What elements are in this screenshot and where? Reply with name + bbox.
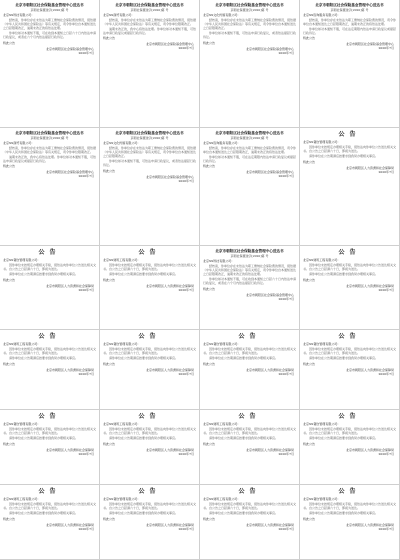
notice-closing: 特此公告 <box>303 516 316 521</box>
notice-reference-number: 京朝社保稽送字[2020]第 号 <box>230 253 269 258</box>
notice-date: 2020年7月 <box>278 451 294 456</box>
notice-block <box>200 0 300 128</box>
notice-recipient: 北京XX建筑工程有限公司： <box>303 258 341 262</box>
notice-paragraph: 请你单位在公告期满后按要求到我局办理相关事宜。 <box>9 436 79 441</box>
notice-paragraph: 因你单位未按规定办理相关手续，现依法向你单位公告送达相关文书。自公告之日起满六十日，即视为送达。 <box>303 145 397 154</box>
notice-body <box>203 502 296 516</box>
notice-paragraph: 经核查，你单位存在未依法为职工缴纳社会保险费的情况，现依据《中华人民共和国社会保险法》等有关规定，责令你单位自本通知送达之日起限期改正。 <box>203 17 297 30</box>
notice-body <box>203 18 296 40</box>
notice-signature: 北京市朝阳区人力资源和社会保障局 <box>145 522 194 527</box>
notice-title: 公告 <box>38 249 61 256</box>
notice-block <box>100 246 200 330</box>
notice-recipient: 北京XX餐饮管理有限公司： <box>3 258 41 262</box>
notice-recipient: 北京XX餐饮管理有限公司： <box>303 140 341 144</box>
notice-date: 2020年7月 <box>278 526 294 531</box>
notice-paragraph: 请你单位在公告期满后按要求到我局办理相关事宜。 <box>109 436 179 441</box>
notice-paragraph: 因你单位未按规定办理相关手续，现依法向你单位公告送达相关文书。自公告之日起满六十日，即视为送达。 <box>103 502 197 511</box>
notice-body <box>3 263 96 277</box>
notice-signature: 北京市朝阳区社会保险基金管理中心 <box>145 42 194 47</box>
notice-block <box>200 246 300 330</box>
notice-closing: 特此公告 <box>3 40 16 45</box>
notice-signature: 北京市朝阳区人力资源和社会保障局 <box>145 367 194 372</box>
notice-signature: 北京市朝阳区人力资源和社会保障局 <box>245 522 294 527</box>
notice-closing: 特此公告 <box>103 36 116 41</box>
notice-paragraph: 你单位如对本通知不服，可依法申请行政复议，或者依法提起行政诉讼。 <box>103 159 197 168</box>
notice-block <box>200 330 300 410</box>
notice-title: 公告 <box>338 488 361 495</box>
notice-closing: 特此公告 <box>303 361 316 366</box>
notice-reference-number: 京朝社保稽送字[2020]第 号 <box>230 135 269 140</box>
notice-paragraph: 请你单位在公告期满后按要求到我局办理相关事宜。 <box>9 272 79 277</box>
notice-closing: 特此公告 <box>303 441 316 446</box>
notice-date: 2020年7月 <box>278 371 294 376</box>
notice-body <box>303 502 396 516</box>
notice-recipient: 北京XX建筑工程有限公司： <box>3 342 41 346</box>
notice-paragraph: 经核查，你单位存在未依法为职工缴纳社会保险费的情况，责令你单位自本通知送达之日起限期改正，逾期未改正的将依法处理。 <box>203 145 297 154</box>
notice-body <box>3 146 96 164</box>
notice-paragraph: 因你单位未按规定办理相关手续，现依法向你单位公告送达相关文书。自公告之日起满六十日，即视为送达。 <box>203 427 297 436</box>
notice-body <box>203 264 296 286</box>
notice-body <box>303 145 396 159</box>
notice-title: 公告 <box>338 413 361 420</box>
notice-paragraph: 请你单位在公告期满后按要求到我局办理相关事宜。 <box>309 436 379 441</box>
notice-paragraph: 请你单位在公告期满后按要求到我局办理相关事宜。 <box>109 272 179 277</box>
notice-title: 公告 <box>238 333 261 340</box>
notice-recipient: 北京XX建筑工程有限公司： <box>103 422 141 426</box>
notice-paragraph: 请你单位在公告期满后按要求到我局办理相关事宜。 <box>9 356 79 361</box>
notice-body <box>3 347 96 361</box>
notice-paragraph: 请你单位在公告期满后按要求到我局办理相关事宜。 <box>109 356 179 361</box>
notice-paragraph: 请你单位在公告期满后按要求到我局办理相关事宜。 <box>9 511 79 516</box>
notice-date: 2020年7月 <box>278 296 294 301</box>
notice-body <box>203 427 296 441</box>
notice-body <box>3 502 96 516</box>
notice-block <box>200 128 300 246</box>
notice-title: 公告 <box>38 413 61 420</box>
notice-closing: 特此公告 <box>3 441 16 446</box>
notice-signature: 北京市朝阳区人力资源和社会保障局 <box>345 165 394 170</box>
notice-paragraph: 逾期未改正的，我中心将依法处理。你单位如对本通知不服，可依法申请行政复议或提起行政诉讼。 <box>3 155 97 164</box>
notice-date: 2020年7月 <box>78 451 94 456</box>
notice-block <box>200 485 300 560</box>
notice-paragraph: 因你单位未按规定办理相关手续，现依法向你单位公告送达相关文书。自公告之日起满六十日，即视为送达。 <box>3 502 97 511</box>
notice-recipient: 北京XX商贸有限公司： <box>103 12 135 17</box>
notice-closing: 特此公告 <box>203 441 216 446</box>
notice-paragraph: 你单位如对本通知不服，可在法定期限内依法申请行政复议或提起行政诉讼。 <box>303 27 397 36</box>
notice-title: 北京市朝阳区社会保险基金管理中心送达书 <box>315 3 384 7</box>
notice-paragraph: 请你单位在公告期满后按要求到我局办理相关事宜。 <box>209 356 279 361</box>
notice-date: 2020年7月 <box>78 50 94 55</box>
notice-signature: 北京市朝阳区人力资源和社会保障局 <box>245 367 294 372</box>
notice-recipient: 北京XX建筑工程有限公司： <box>103 258 141 262</box>
notice-title: 北京市朝阳区社会保险基金管理中心送达书 <box>115 3 184 7</box>
notice-date: 2020年7月 <box>178 46 194 51</box>
notice-block <box>100 128 200 246</box>
notice-closing: 特此公告 <box>103 168 116 173</box>
notice-signature: 北京市朝阳区社会保险基金管理中心 <box>245 292 294 297</box>
notice-date: 2020年7月 <box>378 451 394 456</box>
notice-body <box>3 427 96 441</box>
notice-body <box>203 347 296 361</box>
notice-body <box>303 347 396 361</box>
notice-closing: 特此公告 <box>303 159 316 164</box>
notice-signature: 北京市朝阳区人力资源和社会保障局 <box>345 522 394 527</box>
notice-paragraph: 请你单位在公告期满后按要求到我局办理相关事宜。 <box>209 436 279 441</box>
notice-paragraph: 你单位如对本通知不服，可在收到本通知之日起六十日内依法申请行政复议，或者在六个月内依法提起行政诉讼。 <box>3 31 97 40</box>
notice-signature: 北京市朝阳区人力资源和社会保障局 <box>345 447 394 452</box>
notice-block <box>0 485 100 560</box>
notice-date: 2020年7月 <box>278 174 294 179</box>
notice-body <box>103 502 196 516</box>
notice-title: 公告 <box>38 333 61 340</box>
notice-reference-number: 京朝社保稽送字[2020]第 号 <box>130 7 169 12</box>
notice-signature: 北京市朝阳区人力资源和社会保障局 <box>45 447 94 452</box>
notice-date: 2020年7月 <box>78 526 94 531</box>
notice-paragraph: 逾期未改正的，我中心将依法处理。你单位如对本通知不服，可依法申请行政复议或提起行政诉讼。 <box>103 27 197 36</box>
notice-date: 2020年7月 <box>178 371 194 376</box>
notice-paragraph: 因你单位未按规定办理相关手续，现依法向你单位公告送达相关文书。自公告之日起满六十日，即视为送达。 <box>303 263 397 272</box>
notice-closing: 特此公告 <box>3 361 16 366</box>
notice-body <box>103 18 196 36</box>
notice-date: 2020年7月 <box>378 526 394 531</box>
notice-date: 2020年7月 <box>178 451 194 456</box>
notice-body <box>203 146 296 164</box>
notice-title: 公告 <box>138 413 161 420</box>
notice-paragraph: 因你单位未按规定办理相关手续，现依法向你单位公告送达相关文书。自公告之日起满六十日，即视为送达。 <box>3 347 97 356</box>
notice-signature: 北京市朝阳区人力资源和社会保障局 <box>245 447 294 452</box>
notice-closing: 特此公告 <box>103 277 116 282</box>
notice-recipient: 北京XX咨询服务有限公司： <box>303 12 341 17</box>
notice-body <box>303 427 396 441</box>
notice-block <box>100 410 200 485</box>
notice-reference-number: 京朝社保稽送字[2020]第 号 <box>30 7 69 12</box>
notice-paragraph: 因你单位未按规定办理相关手续，现依法向你单位公告送达相关文书。自公告之日起满六十日，即视为送达。 <box>203 347 297 356</box>
notice-recipient: 北京XX建筑工程有限公司： <box>203 422 241 426</box>
notice-body <box>303 18 396 36</box>
notice-recipient: 北京XX文化传媒有限公司： <box>203 12 241 17</box>
notice-signature: 北京市朝阳区人力资源和社会保障局 <box>45 283 94 288</box>
notice-closing: 特此公告 <box>103 516 116 521</box>
notice-recipient: 北京XX咨询服务有限公司： <box>203 140 241 145</box>
notice-block <box>300 246 400 330</box>
notice-closing: 特此公告 <box>3 516 16 521</box>
notice-date: 2020年7月 <box>178 178 194 183</box>
notice-paragraph: 你单位如对本通知不服，可依法申请行政复议，或者依法提起行政诉讼。 <box>203 31 297 40</box>
notice-paragraph: 你单位如对本通知不服，可在法定期限内依法申请行政复议或提起行政诉讼。 <box>203 155 297 164</box>
notice-block <box>0 128 100 246</box>
notice-date: 2020年7月 <box>78 287 94 292</box>
notice-paragraph: 经核查，你单位存在未依法为职工缴纳社会保险费的情况，现依据《中华人民共和国社会保险法》等有关规定，责令你单位限期改正。 <box>3 145 97 154</box>
notice-paragraph: 因你单位未按规定办理相关手续，现依法向你单位公告送达相关文书。自公告之日起满六十日，即视为送达。 <box>203 502 297 511</box>
notice-title: 北京市朝阳区社会保险基金管理中心送达书 <box>215 131 284 135</box>
notice-block <box>0 246 100 330</box>
notice-signature: 北京市朝阳区人力资源和社会保障局 <box>145 283 194 288</box>
notice-title: 公告 <box>338 333 361 340</box>
notice-title: 公告 <box>238 488 261 495</box>
notice-body <box>103 347 196 361</box>
notice-recipient: 北京XX建筑工程有限公司： <box>203 497 241 501</box>
notice-closing: 特此公告 <box>303 36 316 41</box>
notice-paragraph: 因你单位未按规定办理相关手续，现依法向你单位公告送达相关文书。自公告之日起满六十日，即视为送达。 <box>303 347 397 356</box>
notice-signature: 北京市朝阳区人力资源和社会保障局 <box>45 522 94 527</box>
notice-reference-number: 京朝社保稽送字[2020]第 号 <box>230 7 269 12</box>
notice-block <box>0 0 100 128</box>
notice-paragraph: 因你单位未按规定办理相关手续，现依法向你单位公告送达相关文书。自公告之日起满六十日，即视为送达。 <box>103 427 197 436</box>
notice-recipient: 北京XX餐饮管理有限公司： <box>103 342 141 346</box>
notice-title: 北京市朝阳区社会保险基金管理中心送达书 <box>215 249 284 253</box>
notice-signature: 北京市朝阳区人力资源和社会保障局 <box>45 367 94 372</box>
notice-paragraph: 经核查，你单位存在未依法为职工缴纳社会保险费的情况，现依据《中华人民共和国社会保险法》等有关规定，责令你单位自本通知送达之日起限期改正。 <box>103 145 197 158</box>
notice-date: 2020年7月 <box>178 526 194 531</box>
notice-closing: 特此公告 <box>3 164 16 169</box>
notice-block <box>100 0 200 128</box>
notice-signature: 北京市朝阳区社会保险基金管理中心 <box>145 174 194 179</box>
notice-signature: 北京市朝阳区社会保险基金管理中心 <box>245 46 294 51</box>
notice-signature: 北京市朝阳区人力资源和社会保障局 <box>145 447 194 452</box>
notice-closing: 特此公告 <box>203 164 216 169</box>
notice-date: 2020年7月 <box>78 174 94 179</box>
notice-closing: 特此公告 <box>203 40 216 45</box>
notice-paragraph: 因你单位未按规定办理相关手续，现依法向你单位公告送达相关文书。自公告之日起满六十日，即视为送达。 <box>303 502 397 511</box>
notice-recipient: 北京XX科技有限公司： <box>203 258 235 263</box>
notice-title: 公告 <box>38 488 61 495</box>
notice-paragraph: 经核查，你单位存在未依法为职工缴纳社会保险费的情况，现依据《中华人民共和国社会保险法》等有关规定，责令你单位限期改正。 <box>103 17 197 26</box>
notice-block <box>0 410 100 485</box>
notice-recipient: 北京XX建筑工程有限公司： <box>3 497 41 501</box>
notice-title: 北京市朝阳区社会保险基金管理中心送达书 <box>15 3 84 7</box>
notice-signature: 北京市朝阳区社会保险基金管理中心 <box>45 170 94 175</box>
notice-title: 北京市朝阳区社会保险基金管理中心送达书 <box>115 131 184 135</box>
notice-signature: 北京市朝阳区社会保险基金管理中心 <box>45 46 94 51</box>
notice-title: 公告 <box>138 333 161 340</box>
notice-paragraph: 经核查，你单位存在未依法为职工缴纳社会保险费的情况，责令你单位自本通知送达之日起限期改正，逾期未改正的将依法处理。 <box>303 17 397 26</box>
notice-recipient: 北京XX餐饮管理有限公司： <box>203 342 241 346</box>
notice-recipient: 北京XX文化传媒有限公司： <box>103 140 141 145</box>
notice-title: 公告 <box>338 249 361 256</box>
notice-closing: 特此公告 <box>103 441 116 446</box>
notice-date: 2020年7月 <box>78 371 94 376</box>
notice-block <box>200 410 300 485</box>
notice-recipient: 北京XX科技有限公司： <box>3 12 35 17</box>
notice-recipient: 北京XX餐饮管理有限公司： <box>303 422 341 426</box>
notice-block <box>100 485 200 560</box>
notice-block <box>100 330 200 410</box>
notice-block <box>0 330 100 410</box>
notice-title: 公告 <box>238 413 261 420</box>
notice-date: 2020年7月 <box>378 169 394 174</box>
notice-date: 2020年7月 <box>378 287 394 292</box>
notice-paragraph: 请你单位在公告期满后按要求到我局办理相关事宜。 <box>109 511 179 516</box>
notice-title: 北京市朝阳区社会保险基金管理中心送达书 <box>15 131 84 135</box>
notice-paragraph: 请你单位在公告期满后按要求到我局办理相关事宜。 <box>309 356 379 361</box>
notice-block <box>300 128 400 246</box>
notice-title: 公告 <box>338 131 361 138</box>
notice-paragraph: 经核查，你单位存在未依法为职工缴纳社会保险费的情况，现依据《中华人民共和国社会保险法》等有关规定，责令你单位自本通知送达之日起限期改正，逾期未改正的将依法处理。 <box>3 17 97 30</box>
notice-paragraph: 经核查，你单位存在未依法为职工缴纳社会保险费的情况，现依据《中华人民共和国社会保险法》等有关规定，责令你单位自本通知送达之日起限期改正，逾期未改正的将依法处理。 <box>203 263 297 276</box>
notice-recipient: 北京XX商贸有限公司： <box>3 140 35 145</box>
notice-block <box>300 330 400 410</box>
notice-date: 2020年7月 <box>278 50 294 55</box>
notice-reference-number: 京朝社保稽送字[2020]第 号 <box>330 7 369 12</box>
notice-recipient: 北京XX餐饮管理有限公司： <box>103 497 141 501</box>
notice-signature: 北京市朝阳区社会保险基金管理中心 <box>245 170 294 175</box>
notice-block <box>300 410 400 485</box>
notice-body <box>103 427 196 441</box>
notice-body <box>103 263 196 277</box>
notice-recipient: 北京XX餐饮管理有限公司： <box>303 342 341 346</box>
notice-recipient: 北京XX餐饮管理有限公司： <box>3 422 41 426</box>
notice-paragraph: 因你单位未按规定办理相关手续，现依法向你单位公告送达相关文书。自公告之日起满六十日，即视为送达。 <box>103 347 197 356</box>
notice-paragraph: 请你单位在公告期满后按要求到我局办理相关事宜。 <box>209 511 279 516</box>
notice-body <box>3 18 96 40</box>
notice-closing: 特此公告 <box>203 286 216 291</box>
notice-signature: 北京市朝阳区人力资源和社会保障局 <box>345 367 394 372</box>
notice-closing: 特此公告 <box>3 277 16 282</box>
notice-date: 2020年7月 <box>178 287 194 292</box>
notice-paragraph: 因你单位未按规定办理相关手续，现依法向你单位公告送达相关文书。自公告之日起满六十日，即视为送达。 <box>3 427 97 436</box>
notice-title: 北京市朝阳区社会保险基金管理中心送达书 <box>215 3 284 7</box>
notice-signature: 北京市朝阳区人力资源和社会保障局 <box>345 283 394 288</box>
notice-paragraph: 请你单位在公告期满后按要求到我局办理相关事宜。 <box>309 154 379 159</box>
notice-recipient: 北京XX餐饮管理有限公司： <box>303 497 341 501</box>
notice-body <box>303 263 396 277</box>
notice-signature: 北京市朝阳区社会保险基金管理中心 <box>345 42 394 47</box>
notice-reference-number: 京朝社保稽送字[2020]第 号 <box>30 135 69 140</box>
notice-paragraph: 因你单位未按规定办理相关手续，现依法向你单位公告送达相关文书。自公告之日起满六十日，即视为送达。 <box>303 427 397 436</box>
notice-block <box>300 485 400 560</box>
notice-body <box>103 146 196 168</box>
notice-date: 2020年7月 <box>378 46 394 51</box>
notice-paragraph: 请你单位在公告期满后按要求到我局办理相关事宜。 <box>309 511 379 516</box>
notice-title: 公告 <box>138 488 161 495</box>
notice-block <box>300 0 400 128</box>
notice-paragraph: 因你单位未按规定办理相关手续，现依法向你单位公告送达相关文书。自公告之日起满六十日，即视为送达。 <box>103 263 197 272</box>
notice-reference-number: 京朝社保稽送字[2020]第 号 <box>130 135 169 140</box>
notice-closing: 特此公告 <box>203 516 216 521</box>
notice-closing: 特此公告 <box>103 361 116 366</box>
notice-paragraph: 请你单位在公告期满后按要求到我局办理相关事宜。 <box>309 272 379 277</box>
notice-closing: 特此公告 <box>303 277 316 282</box>
notice-paragraph: 你单位如对本通知不服，可在收到本通知之日起六十日内依法申请行政复议，或者在六个月内依法提起行政诉讼。 <box>203 277 297 286</box>
notice-paragraph: 因你单位未按规定办理相关手续，现依法向你单位公告送达相关文书。自公告之日起满六十日，即视为送达。 <box>3 263 97 272</box>
notice-title: 公告 <box>138 249 161 256</box>
notice-date: 2020年7月 <box>378 371 394 376</box>
notice-closing: 特此公告 <box>203 361 216 366</box>
